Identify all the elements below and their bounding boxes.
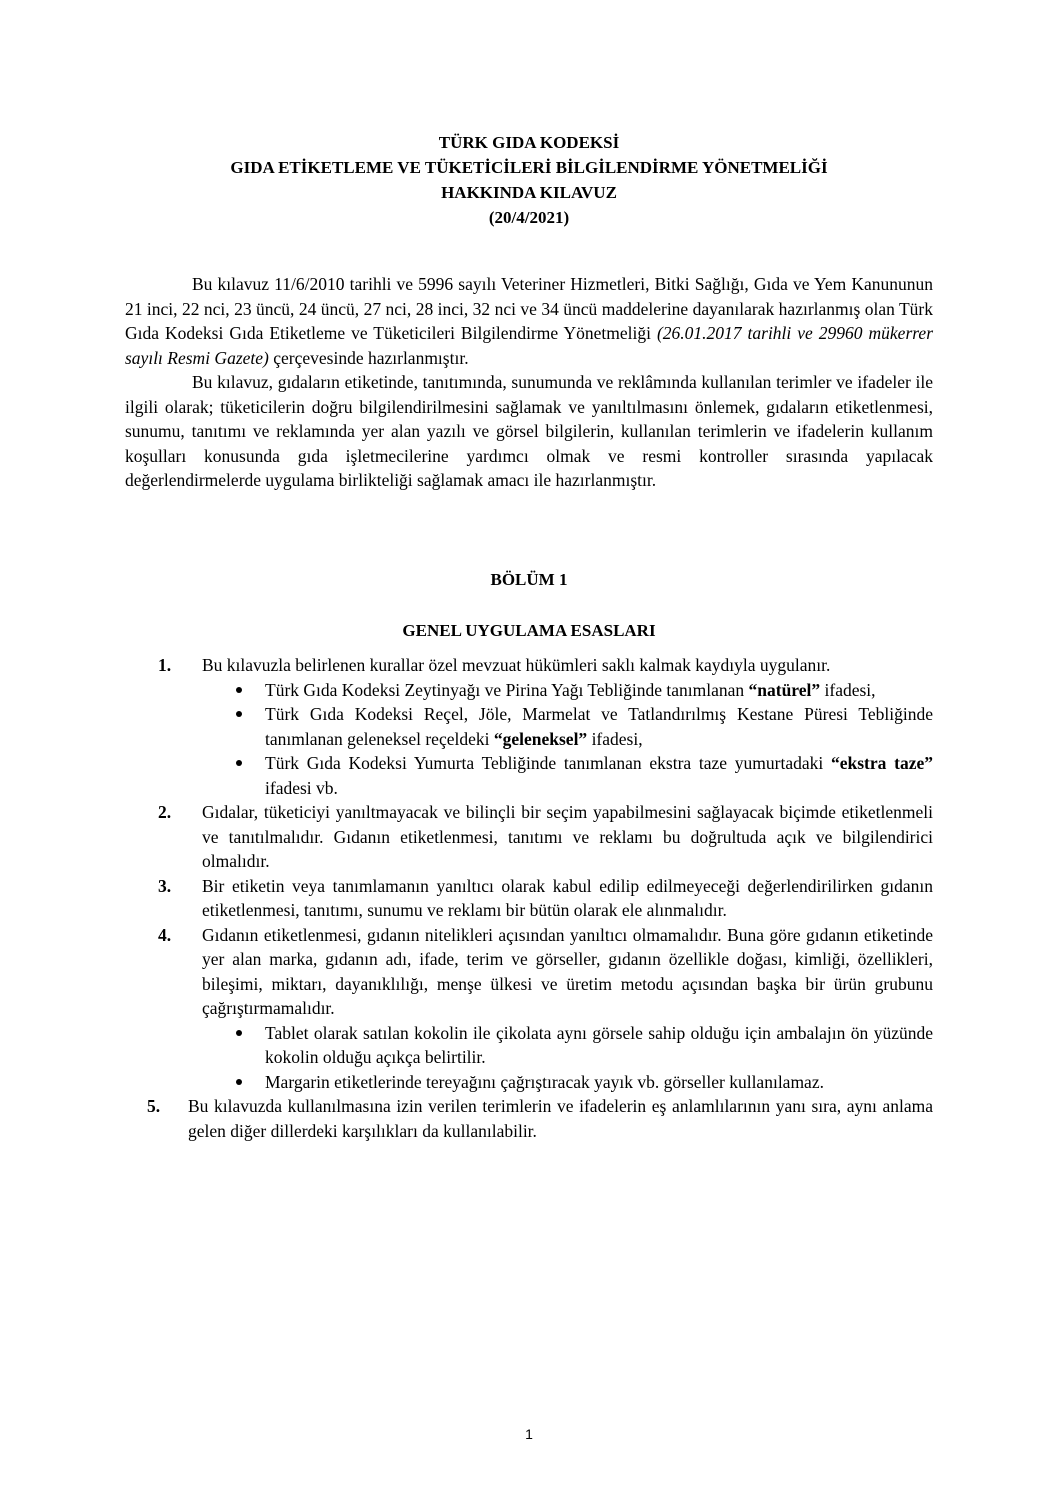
rule-text: Bir etiketin veya tanımlamanın yanıltıcı olarak kabul edilip edilmeyeceği değerlendirilirken gıdanın etiketlenmesi, tanıtımı, sunumu ve reklamı bir bütün olarak ele alınmalıdır. — [202, 875, 933, 920]
bullet-item: Türk Gıda Kodeksi Yumurta Tebliğinde tanımlanan ekstra taze yumurtadaki “ekstra taze” ifadesi vb. — [202, 751, 933, 800]
intro-p1-text: Bu kılavuz 11/6/2010 tarihli ve 5996 sayılı Veteriner Hizmetleri, Bitki Sağlığı, Gıda ve Yem Kanununun 21 inci, 22 nci, 23 üncü, 24 üncü, 27 nci, 28 inci, 32 nci ve 34 üncü maddelerine dayanılarak hazırlanmış olan Türk Gıda Kodeksi Gıda Etiketleme ve Tüketicileri Bilgilendirme Yönetmeliği — [125, 274, 933, 343]
rules-list — [125, 653, 933, 1143]
bullet-icon — [236, 711, 242, 717]
bullet-item: Türk Gıda Kodeksi Zeytinyağı ve Pirina Yağı Tebliğinde tanımlanan “natürel” ifadesi, — [202, 678, 933, 703]
bullet-item: Türk Gıda Kodeksi Reçel, Jöle, Marmelat ve Tatlandırılmış Kestane Püresi Tebliğinde tanımlanan geleneksel reçeldeki “geleneksel” ifadesi, — [202, 702, 933, 751]
rule-text: Gıdanın etiketlenmesi, gıdanın nitelikleri açısından yanıltıcı olmamalıdır. Buna göre gıdanın etiketinde yer alan marka, gıdanın adı, ifade, terim ve görseller, gıdanın özellikle doğası, kimliği, özellikleri, bileşimi, miktarı, dayanıklılığı, menşe ülkesi ve üretim metodu açısından başka bir ürün grubunu çağrıştırmamalıdır. — [202, 924, 933, 1018]
chapter-heading: BÖLÜM 1 — [490, 570, 568, 589]
rule-item — [125, 653, 933, 800]
rule-text: Gıdalar, tüketiciyi yanıltmayacak ve bilinçli bir seçim yapabilmesini sağlayacak biçimde etiketlenmeli ve tanıtılmalıdır. Gıdanın etiketlenmesi, tanıtımı ve reklamı bu doğrultuda açık ve bilgilendirici olmalıdır. — [202, 802, 933, 871]
intro-paragraph-1 — [125, 272, 933, 370]
page-number: 1 — [525, 1426, 533, 1442]
rule-item — [125, 800, 933, 874]
title-line-1: TÜRK GIDA KODEKSİ — [438, 133, 620, 152]
bullet-icon — [236, 687, 242, 693]
rule-bullets — [202, 1021, 933, 1095]
title-date: (20/4/2021) — [488, 208, 570, 227]
rule-number: 2. — [158, 802, 172, 822]
bullet-item: Tablet olarak satılan kokolin ile çikolata aynı görsele sahip olduğu için ambalajın ön yüzünde kokolin olduğu açıkça belirtilir. — [202, 1021, 933, 1070]
introduction — [125, 272, 933, 493]
section-heading: GENEL UYGULAMA ESASLARI — [402, 621, 656, 640]
bullet-icon — [236, 1079, 242, 1085]
bullet-icon — [236, 760, 242, 766]
rule-bullets — [202, 678, 933, 801]
intro-p1-citation: (26.01.2017 tarihli ve 29960 mükerrer sayılı Resmi Gazete) — [125, 323, 933, 368]
rule-number: 3. — [158, 875, 172, 896]
bullet-icon — [236, 1030, 242, 1036]
rule-text: Bu kılavuzda kullanılmasına izin verilen terimlerin ve ifadelerin eş anlamlılarının yanı sıra, aynı anlama gelen diğer dillerdeki karşılıkları da kullanılabilir. — [188, 1096, 933, 1141]
rule-number: 1. — [158, 655, 172, 675]
title-line-3: HAKKINDA KILAVUZ — [441, 183, 617, 202]
rule-item — [125, 874, 933, 923]
rule-item — [125, 923, 933, 1095]
bullet-item: Margarin etiketlerinde tereyağını çağrıştıracak yayık vb. görseller kullanılamaz. — [202, 1070, 933, 1095]
title-line-2: GIDA ETİKETLEME VE TÜKETİCİLERİ BİLGİLENDİRME YÖNETMELİĞİ — [230, 158, 828, 177]
rule-number: 5. — [147, 1096, 161, 1116]
rule-number: 4. — [158, 924, 172, 945]
document-title — [0, 130, 1058, 230]
intro-p1-text-end: çerçevesinde hazırlanmıştır. — [268, 347, 469, 368]
rule-text: Bu kılavuzla belirlenen kurallar özel mevzuat hükümleri saklı kalmak kaydıyla uygulanır. — [202, 655, 831, 675]
intro-paragraph-2: Bu kılavuz, gıdaların etiketinde, tanıtımında, sunumunda ve reklâmında kullanılan terimler ve ifadeler ile ilgili olarak; tüketicilerin doğru bilgilendirilmesini sağlamak ve yanıltılmasını önlemek, gıdaların etiketlenmesi, sunumu, tanıtımı ve reklamında yer alan yazılı ve görsel bilgilerin, kullanılan terimlerin ve ifadelerin kullanım koşulları konusunda gıda işletmecilerine yardımcı olmak ve resmi kontroller sırasında yapılacak değerlendirmelerde uygulama birlikteliği sağlamak amacı ile hazırlanmıştır. — [125, 372, 933, 490]
rule-item — [125, 1094, 933, 1143]
